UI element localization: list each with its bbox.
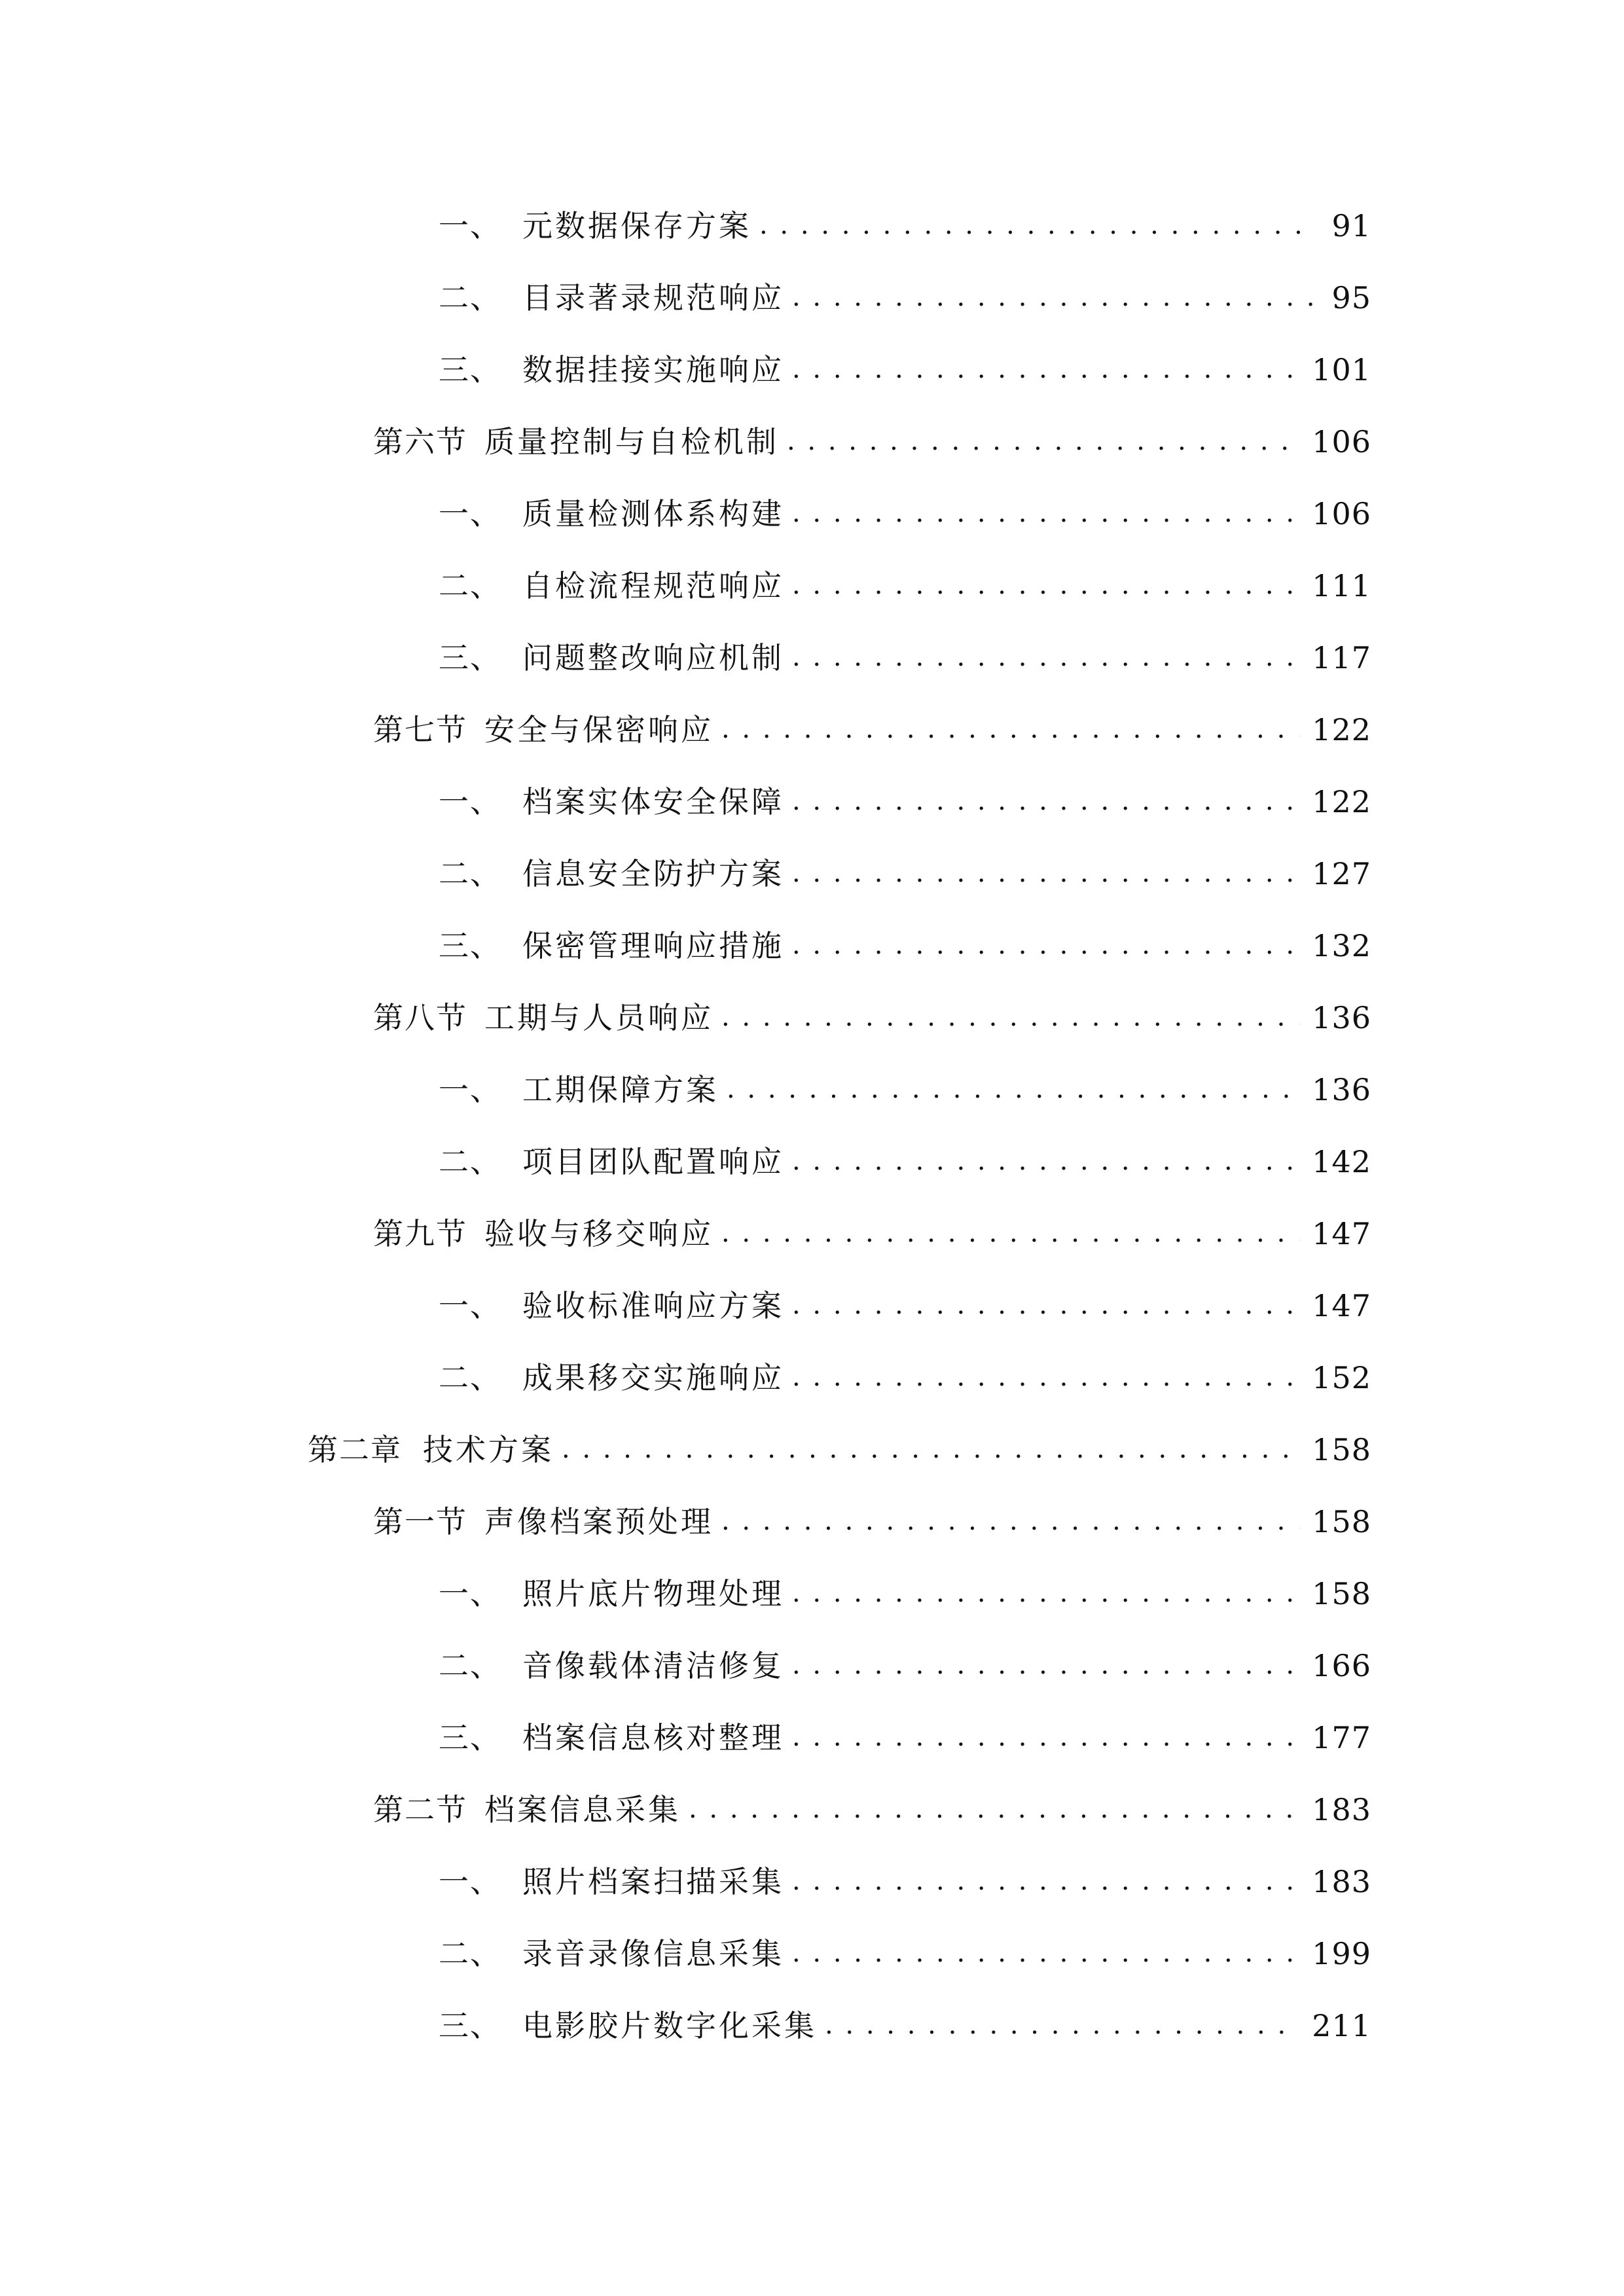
toc-entry[interactable]: [0, 406, 1624, 478]
toc-entry[interactable]: [0, 262, 1624, 334]
toc-entry-page: 166: [1312, 1648, 1371, 1683]
toc-entry-number: 二、: [439, 280, 501, 315]
toc-entry-number: 一、: [439, 1576, 501, 1611]
toc-dot-leader: [721, 1219, 1300, 1249]
toc-entry-title: 档案信息核对整理: [522, 1720, 784, 1755]
toc-entry-title: 自检流程规范响应: [522, 568, 784, 603]
toc-entry[interactable]: [0, 1198, 1624, 1270]
toc-entry-page: 177: [1312, 1720, 1371, 1755]
toc-entry-page: 147: [1312, 1288, 1371, 1323]
toc-entry-number: 三、: [439, 928, 501, 963]
toc-entry-title: 验收与移交响应: [484, 1216, 713, 1251]
toc-entry-page: 158: [1312, 1432, 1371, 1467]
toc-entry-title: 技术方案: [423, 1432, 554, 1467]
toc-entry-page: 142: [1312, 1144, 1371, 1179]
toc-dot-leader: [792, 643, 1300, 673]
toc-entry-page: 95: [1331, 280, 1371, 315]
toc-entry-number: 一、: [439, 1288, 501, 1323]
toc-entry-title: 目录著录规范响应: [522, 280, 784, 315]
toc-entry-number: 二、: [439, 1360, 501, 1395]
toc-entry[interactable]: [0, 478, 1624, 550]
toc-entry-number: 二、: [439, 568, 501, 603]
toc-entry-page: 158: [1312, 1576, 1371, 1611]
toc-entry-title: 质量检测体系构建: [522, 496, 784, 531]
toc-dot-leader: [792, 571, 1300, 601]
toc-entry-title: 声像档案预处理: [484, 1504, 713, 1539]
toc-dot-leader: [562, 1435, 1300, 1465]
toc-entry-page: 199: [1312, 1936, 1371, 1971]
toc-entry[interactable]: [0, 910, 1624, 982]
toc-entry-number: 第二章: [308, 1432, 402, 1467]
toc-entry[interactable]: [0, 1630, 1624, 1702]
toc-entry-title: 数据挂接实施响应: [522, 352, 784, 387]
toc-dot-leader: [792, 355, 1300, 385]
toc-entry-number: 三、: [439, 640, 501, 675]
toc-dot-leader: [759, 211, 1314, 241]
toc-entry-title: 录音录像信息采集: [522, 1936, 784, 1971]
toc-entry[interactable]: [0, 1990, 1624, 2062]
toc-entry[interactable]: [0, 838, 1624, 910]
toc-entry-page: 111: [1312, 568, 1371, 603]
toc-dot-leader: [792, 787, 1300, 817]
toc-entry[interactable]: [0, 1702, 1624, 1774]
toc-entry[interactable]: [0, 1558, 1624, 1630]
toc-entry-title: 验收标准响应方案: [522, 1288, 784, 1323]
toc-entry-title: 质量控制与自检机制: [484, 424, 779, 459]
toc-entry-page: 106: [1312, 496, 1371, 531]
toc-dot-leader: [825, 2011, 1300, 2041]
toc-entry-number: 二、: [439, 1936, 501, 1971]
toc-dot-leader: [792, 1147, 1300, 1177]
toc-entry-page: 101: [1312, 352, 1371, 387]
toc-entry[interactable]: [0, 1846, 1624, 1918]
toc-dot-leader: [792, 283, 1314, 313]
toc-entry-page: 147: [1312, 1216, 1371, 1251]
toc-entry[interactable]: [0, 1054, 1624, 1126]
toc-entry-title: 工期保障方案: [522, 1072, 719, 1107]
toc-dot-leader: [792, 1579, 1300, 1609]
toc-entry-number: 一、: [439, 1864, 501, 1899]
toc-entry-title: 电影胶片数字化采集: [522, 2008, 817, 2043]
toc-entry[interactable]: [0, 766, 1624, 838]
toc-entry[interactable]: [0, 1414, 1624, 1486]
toc-entry-title: 音像载体清洁修复: [522, 1648, 784, 1683]
table-of-contents: [0, 190, 1624, 2062]
toc-entry-number: 第八节: [373, 1000, 467, 1035]
toc-entry-title: 档案实体安全保障: [522, 784, 784, 819]
toc-entry[interactable]: [0, 1486, 1624, 1558]
toc-entry-page: 152: [1312, 1360, 1371, 1395]
toc-entry-number: 第一节: [373, 1504, 467, 1539]
toc-entry-title: 问题整改响应机制: [522, 640, 784, 675]
toc-entry-page: 106: [1312, 424, 1371, 459]
toc-entry-page: 183: [1312, 1792, 1371, 1827]
toc-entry-number: 一、: [439, 1072, 501, 1107]
toc-entry-page: 158: [1312, 1504, 1371, 1539]
toc-entry[interactable]: [0, 622, 1624, 694]
toc-dot-leader: [721, 1003, 1300, 1033]
toc-entry-number: 第六节: [373, 424, 467, 459]
toc-dot-leader: [787, 427, 1300, 457]
toc-entry-page: 122: [1312, 784, 1371, 819]
toc-entry-number: 第九节: [373, 1216, 467, 1251]
toc-entry-title: 照片档案扫描采集: [522, 1864, 784, 1899]
toc-entry-title: 信息安全防护方案: [522, 856, 784, 891]
toc-entry[interactable]: [0, 1342, 1624, 1414]
toc-entry-number: 一、: [439, 496, 501, 531]
toc-entry-title: 元数据保存方案: [522, 208, 751, 243]
toc-entry[interactable]: [0, 982, 1624, 1054]
toc-entry[interactable]: [0, 1918, 1624, 1990]
toc-entry-page: 122: [1312, 712, 1371, 747]
toc-entry-page: 183: [1312, 1864, 1371, 1899]
toc-entry-number: 二、: [439, 1144, 501, 1179]
toc-entry[interactable]: [0, 1774, 1624, 1846]
toc-entry-page: 132: [1312, 928, 1371, 963]
toc-entry-title: 保密管理响应措施: [522, 928, 784, 963]
toc-dot-leader: [792, 499, 1300, 529]
toc-entry-number: 三、: [439, 352, 501, 387]
toc-entry-title: 项目团队配置响应: [522, 1144, 784, 1179]
toc-dot-leader: [721, 1507, 1300, 1537]
toc-entry[interactable]: [0, 1126, 1624, 1198]
toc-entry-number: 第二节: [373, 1792, 467, 1827]
toc-entry[interactable]: [0, 334, 1624, 406]
toc-dot-leader: [792, 1867, 1300, 1897]
toc-entry-title: 成果移交实施响应: [522, 1360, 784, 1395]
toc-dot-leader: [792, 1651, 1300, 1681]
toc-entry-number: 一、: [439, 784, 501, 819]
toc-entry-page: 91: [1331, 208, 1371, 243]
toc-dot-leader: [792, 1939, 1300, 1969]
toc-entry-number: 二、: [439, 856, 501, 891]
toc-entry[interactable]: [0, 550, 1624, 622]
toc-dot-leader: [721, 715, 1300, 745]
toc-entry-page: 211: [1312, 2008, 1371, 2043]
toc-entry-title: 照片底片物理处理: [522, 1576, 784, 1611]
toc-entry-page: 136: [1312, 1072, 1371, 1107]
toc-entry-number: 三、: [439, 2008, 501, 2043]
toc-dot-leader: [792, 859, 1300, 889]
toc-entry-page: 136: [1312, 1000, 1371, 1035]
toc-dot-leader: [689, 1795, 1300, 1825]
toc-dot-leader: [792, 1363, 1300, 1393]
toc-entry-number: 三、: [439, 1720, 501, 1755]
toc-entry-page: 117: [1312, 640, 1371, 675]
toc-entry[interactable]: [0, 1270, 1624, 1342]
toc-entry-number: 一、: [439, 208, 501, 243]
toc-entry[interactable]: [0, 694, 1624, 766]
toc-dot-leader: [792, 1291, 1300, 1321]
toc-entry-number: 第七节: [373, 712, 467, 747]
toc-entry-title: 安全与保密响应: [484, 712, 713, 747]
toc-dot-leader: [792, 1723, 1300, 1753]
toc-entry-title: 档案信息采集: [484, 1792, 681, 1827]
toc-dot-leader: [792, 931, 1300, 961]
toc-entry-page: 127: [1312, 856, 1371, 891]
toc-entry-number: 二、: [439, 1648, 501, 1683]
toc-entry[interactable]: [0, 190, 1624, 262]
toc-dot-leader: [727, 1075, 1300, 1105]
toc-entry-title: 工期与人员响应: [484, 1000, 713, 1035]
